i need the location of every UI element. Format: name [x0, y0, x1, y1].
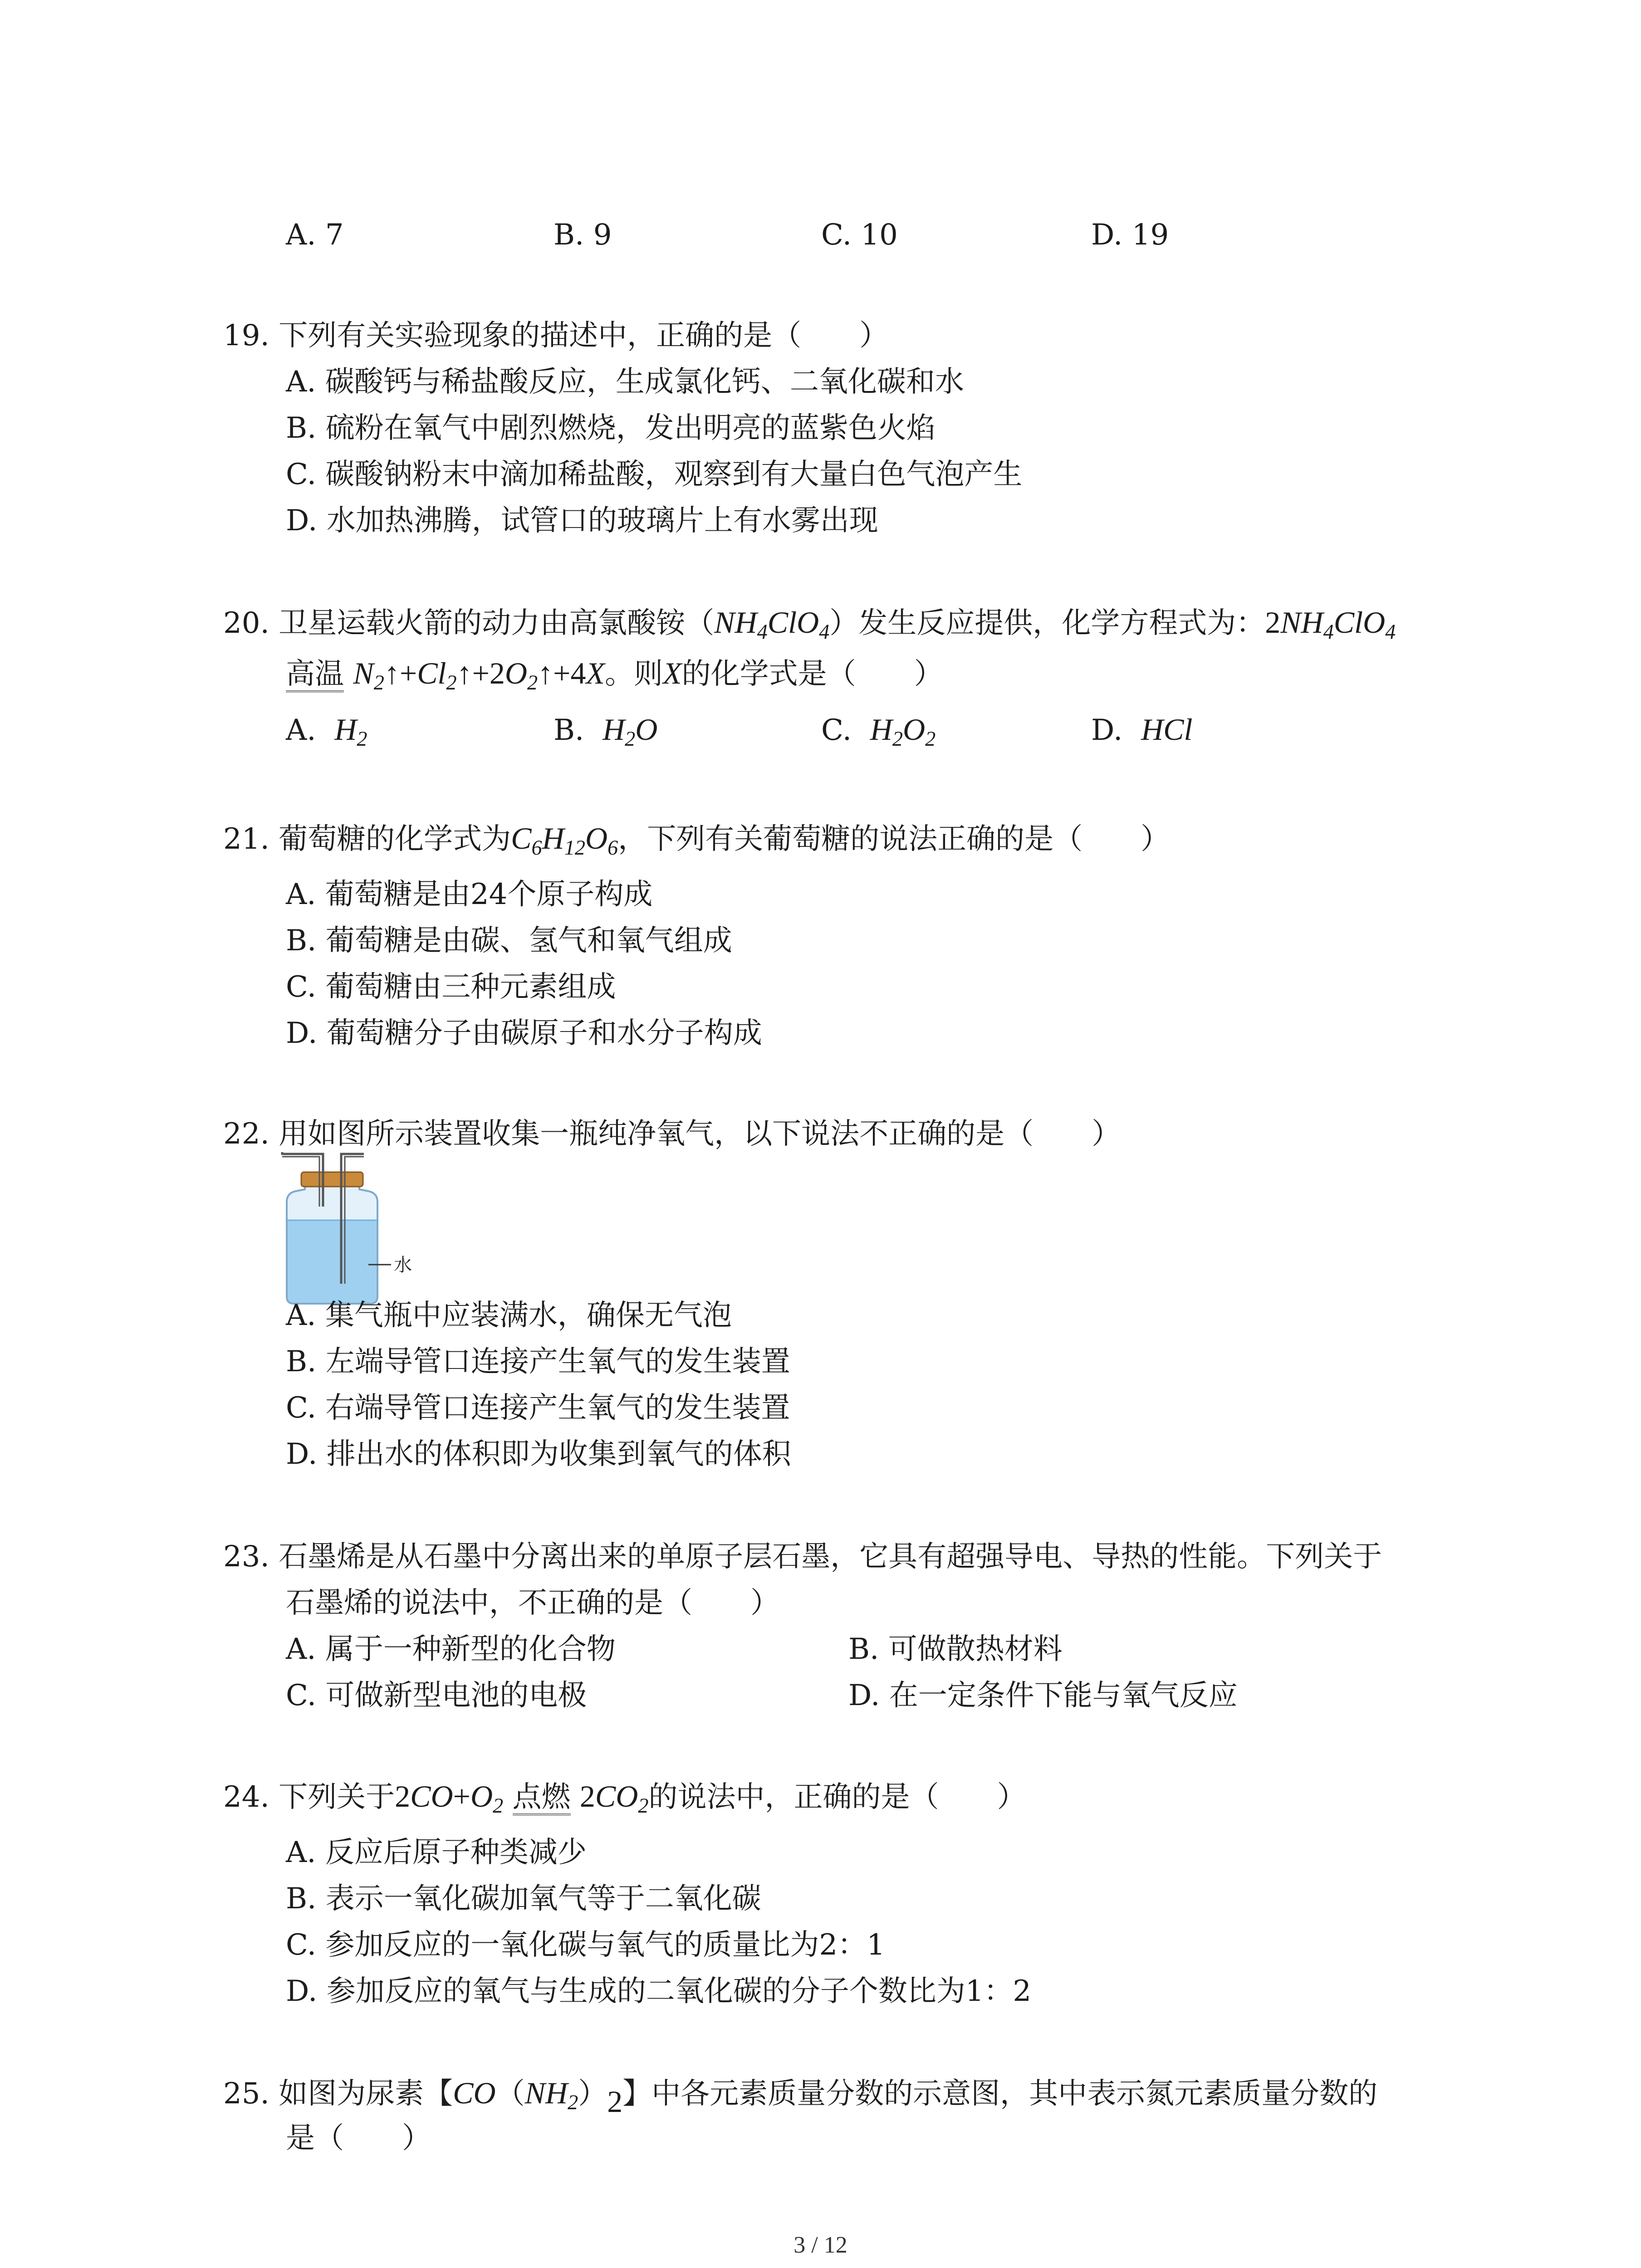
page-number: 3 / 12	[794, 2232, 847, 2258]
q22-option-b: B. 左端导管口连接产生氧气的发生装置	[286, 1345, 790, 1378]
q23-option-b: B. 可做散热材料	[848, 1633, 1063, 1666]
q23-option-a: A. 属于一种新型的化合物	[286, 1633, 616, 1666]
q20-mid-text: ）发生反应提供，化学方程式为：	[829, 606, 1265, 640]
water-label: 水	[394, 1255, 412, 1276]
q24-option-b: B. 表示一氧化碳加氧气等于二氧化碳	[286, 1882, 761, 1916]
q20-option-d: D. HCl	[1091, 712, 1193, 747]
reaction-condition: 点燃	[513, 1783, 571, 1817]
q20-option-b: B. $H_2O$	[554, 712, 658, 751]
q20-lead-text: 20. 卫星运载火箭的动力由高氯酸铵（	[223, 606, 715, 640]
water-fill	[288, 1220, 377, 1303]
q19-option-d: D. 水加热沸腾，试管口的玻璃片上有水雾出现	[286, 504, 878, 538]
q18-option-c: C. 10	[821, 218, 898, 252]
q24-option-c: C. 参加反应的一氧化碳与氧气的质量比为2：1	[286, 1928, 885, 1962]
q20-option-c: C. $H_2O_2$	[821, 712, 936, 751]
q24-option-d: D. 参加反应的氧气与生成的二氧化碳的分子个数比为1：2	[286, 1975, 1032, 2008]
q19-option-c: C. 碳酸钠粉末中滴加稀盐酸，观察到有大量白色气泡产生	[286, 458, 1023, 491]
q24-option-a: A. 反应后原子种类减少	[286, 1836, 587, 1869]
q23-option-d: D. 在一定条件下能与氧气反应	[848, 1679, 1238, 1712]
q20-stem-line2: 高温 $N_2↑+Cl_2↑+2O_2↑+4X$。则X的化学式是（ ）	[286, 656, 943, 694]
q22-stem: 22. 用如图所示装置收集一瓶纯净氧气，以下说法不正确的是（ ）	[223, 1117, 1121, 1151]
q19-stem: 19. 下列有关实验现象的描述中，正确的是（ ）	[223, 319, 889, 352]
q18-option-d: D. 19	[1091, 218, 1169, 252]
q21-stem: 21. 葡萄糖的化学式为$C_6H_{12}O_6$，下列有关葡萄糖的说法正确的是（ ）	[223, 821, 1170, 860]
q22-option-c: C. 右端导管口连接产生氧气的发生装置	[286, 1391, 790, 1425]
q22-option-d: D. 排出水的体积即为收集到氧气的体积	[286, 1437, 791, 1471]
q23-stem-line1: 23. 石墨烯是从石墨中分离出来的单原子层石墨，它具有超强导电、导热的性能。下列关于	[223, 1540, 1382, 1574]
q25-stem-line1: 25. 如图为尿素【$CO(NH_2)_2$】中各元素质量分数的示意图，其中表示氮元素质量分数的	[223, 2076, 1378, 2119]
q23-stem-line2: 石墨烯的说法中，不正确的是（ ）	[286, 1586, 779, 1620]
q19-option-b: B. 硫粉在氧气中剧烈燃烧，发出明亮的蓝紫色火焰	[286, 411, 936, 445]
q18-option-b: B. 9	[554, 218, 612, 252]
q21-option-d: D. 葡萄糖分子由碳原子和水分子构成	[286, 1017, 762, 1050]
rubber-stopper	[301, 1172, 363, 1187]
q21-option-b: B. 葡萄糖是由碳、氢气和氧气组成	[286, 924, 732, 958]
q20-coefficient: 2	[1265, 605, 1281, 640]
q25-stem-line2: 是（ ）	[286, 2121, 431, 2155]
reaction-condition: 高温	[286, 660, 344, 694]
gas-collecting-bottle-diagram	[278, 1152, 423, 1306]
q20-stem-line1: 20. 卫星运载火箭的动力由高氯酸铵$(NH_4ClO_4)$发生反应提供，化学方程式为：$2NH_4ClO_4$	[223, 605, 1396, 644]
q20-option-a: A. $H_2$	[286, 712, 367, 751]
q21-option-c: C. 葡萄糖由三种元素组成	[286, 970, 616, 1004]
q24-stem: 24. 下列关于$2CO+O_2$ 点燃 $2CO_2$的说法中，正确的是（ ）	[223, 1779, 1026, 1818]
q21-option-a: A. 葡萄糖是由24个原子构成	[286, 878, 653, 911]
q19-option-a: A. 碳酸钙与稀盐酸反应，生成氯化钙、二氧化碳和水	[286, 365, 964, 399]
q18-option-a: A. 7	[286, 218, 344, 252]
q23-option-c: C. 可做新型电池的电极	[286, 1679, 587, 1712]
q22-option-a: A. 集气瓶中应装满水，确保无气泡	[286, 1299, 732, 1332]
